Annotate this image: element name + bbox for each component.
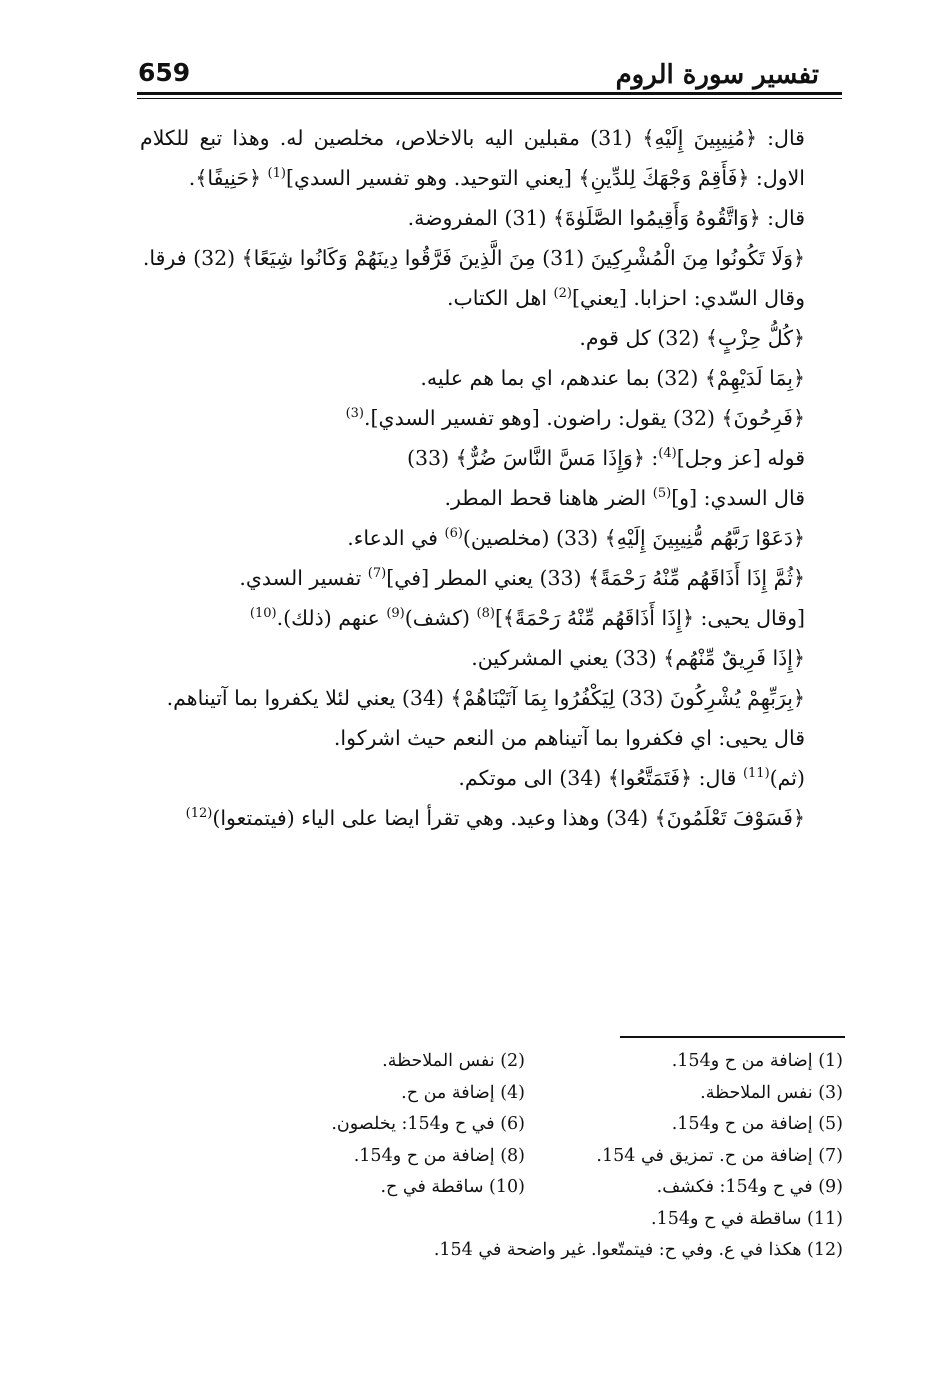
paragraph-4 <box>140 278 843 318</box>
body-text <box>140 118 843 838</box>
paragraph-7 <box>140 398 843 438</box>
paragraph-8-text: قوله [عز وجل] <box>676 446 805 470</box>
paragraph-12-text: [وقال يحيى: ﴿إِذَا أَذَاقَهُم مِّنْهُ رَحْمَةً﴾] <box>494 606 805 630</box>
paragraph-3 <box>140 238 843 278</box>
footnote-ref-3: (3) <box>345 406 365 422</box>
paragraph-2 <box>140 198 843 238</box>
footnote-ref-11: (11) <box>742 766 770 782</box>
footnote-4: (4) إضافة من ح. <box>401 1082 525 1103</box>
footnote-row <box>183 1172 843 1204</box>
footnote-row <box>183 1109 843 1141</box>
paragraph-5 <box>140 318 843 358</box>
paragraph-13 <box>140 638 843 678</box>
footnote-3: (3) نفس الملاحظة. <box>700 1082 843 1103</box>
paragraph-17-text: ﴿فَسَوْفَ تَعْلَمُونَ﴾ (34) وهذا وعيد. وهي تقرأ ايضا على الياء (فيتمتعوا) <box>212 806 805 830</box>
paragraph-8-cont: : ﴿وَإِذَا مَسَّ النَّاسَ ضُرٌّ﴾ (33) <box>407 446 659 470</box>
paragraph-14-text: ﴿بِرَبِّهِمْ يُشْرِكُونَ (33) لِيَكْفُرُوا بِمَا آتَيْنَاهُمْ﴾ (34) يعني لئلا يكفروا بما آتيناهم. <box>166 686 805 710</box>
paragraph-11-text: ﴿ثُمَّ إِذَا أَذَاقَهُم مِّنْهُ رَحْمَةً﴾ (33) يعني المطر [في] <box>386 566 805 590</box>
paragraph-8 <box>140 438 843 478</box>
paragraph-10 <box>140 518 843 558</box>
footnote-ref-7: (7) <box>367 566 387 582</box>
paragraph-14 <box>140 678 843 718</box>
footnotes <box>183 1046 843 1267</box>
header-rule-thin <box>137 98 842 99</box>
paragraph-2-text: قال: ﴿وَاتَّقُوهُ وَأَقِيمُوا الصَّلَوٰةَ﴾ (31) المفروضة. <box>407 206 805 230</box>
paragraph-6-text: ﴿بِمَا لَدَيْهِمْ﴾ (32) بما عندهم، اي بما هم عليه. <box>420 366 805 390</box>
footnote-10: (10) ساقطة في ح. <box>380 1177 525 1197</box>
footnote-row <box>183 1046 843 1078</box>
paragraph-4-cont: اهل الكتاب. <box>446 286 554 310</box>
paragraph-9 <box>140 478 843 518</box>
footnote-12: (12) هكذا في ع. وفي ح: فيتمتّعوا. غير واضحة في 154. <box>433 1240 843 1260</box>
footnote-ref-8: (8) <box>476 606 495 622</box>
paragraph-10-cont: في الدعاء. <box>347 526 445 550</box>
footnote-ref-2: (2) <box>553 286 572 302</box>
footnote-ref-12: (12) <box>185 806 213 822</box>
footnote-11: (11) ساقطة في ح و154. <box>651 1208 843 1229</box>
footnote-row <box>183 1078 843 1110</box>
footnote-8: (8) إضافة من ح و154. <box>353 1145 525 1166</box>
page-number: 659 <box>138 58 191 87</box>
header-rule-thick <box>137 92 842 95</box>
footnote-separator <box>620 1036 845 1038</box>
footnote-ref-1: (1) <box>267 166 286 182</box>
paragraph-13-text: ﴿إِذَا فَرِيقٌ مِّنْهُم﴾ (33) يعني المشركين. <box>471 646 805 670</box>
paragraph-17 <box>140 798 843 838</box>
footnote-ref-4: (4) <box>658 446 677 462</box>
footnote-5: (5) إضافة من ح و154. <box>671 1114 843 1134</box>
paragraph-1 <box>140 118 843 198</box>
paragraph-12 <box>140 598 843 638</box>
footnote-2: (2) نفس الملاحظة. <box>382 1051 525 1071</box>
paragraph-11-cont: تفسير السدي. <box>239 566 368 590</box>
paragraph-11 <box>140 558 843 598</box>
footnote-row <box>183 1141 843 1173</box>
footnote-1: (1) إضافة من ح و154. <box>671 1051 843 1071</box>
running-header-title: تفسير سورة الروم <box>615 60 819 90</box>
paragraph-1-cont: ﴿حَنِيفًا﴾. <box>188 166 261 190</box>
paragraph-9-cont: الضر هاهنا قحط المطر. <box>444 486 653 510</box>
footnote-ref-10: (10) <box>249 606 277 622</box>
footnote-ref-9: (9) <box>386 606 405 622</box>
paragraph-3-text: ﴿وَلَا تَكُونُوا مِنَ الْمُشْرِكِينَ (31) مِنَ الَّذِينَ فَرَّقُوا دِينَهُمْ وَكَانُوا شِيَعًا﴾ (32) فرقا. <box>142 246 805 270</box>
paragraph-12-cont: (كشف) <box>404 606 477 630</box>
paragraph-16-text: (ثم) <box>769 766 805 790</box>
paragraph-12-end: عنهم (ذلك). <box>276 606 387 630</box>
paragraph-15-text: قال يحيى: اي فكفروا بما آتيناهم من النعم حيث اشركوا. <box>333 726 805 750</box>
paragraph-10-text: ﴿دَعَوْا رَبَّهُم مُّنِيبِينَ إِلَيْهِ﴾ (33) (مخلصين) <box>462 526 805 550</box>
paragraph-15 <box>140 718 843 758</box>
paragraph-16 <box>140 758 843 798</box>
footnote-9: (9) في ح و154: فكشف. <box>656 1177 843 1197</box>
footnote-ref-5: (5) <box>652 486 672 502</box>
footnote-ref-6: (6) <box>444 526 463 542</box>
paragraph-5-text: ﴿كُلُّ حِزْبٍ﴾ (32) كل قوم. <box>579 326 805 350</box>
paragraph-4-text: وقال السّدي: احزابا. [يعني] <box>571 286 805 310</box>
paragraph-6 <box>140 358 843 398</box>
paragraph-1-text: قال: ﴿مُنِيبِينَ إِلَيْهِ﴾ (31) مقبلين اليه بالاخلاص، مخلصين له. وهذا تبع للكلام الاول: ﴿فَأَقِمْ وَجْهَكَ لِلدِّينِ﴾ [يعني التوحيد. وهو تفسير السدي] <box>140 126 805 190</box>
footnote-6: (6) في ح و154: يخلصون. <box>331 1114 525 1134</box>
paragraph-16-cont: قال: ﴿فَتَمَتَّعُوا﴾ (34) الى موتكم. <box>458 766 743 790</box>
footnote-7: (7) إضافة من ح. تمزيق في 154. <box>596 1145 843 1166</box>
paragraph-9-text: قال السدي: [و] <box>671 486 805 510</box>
paragraph-7-text: ﴿فَرِحُونَ﴾ (32) يقول: راضون. [وهو تفسير السدي]. <box>364 406 805 430</box>
